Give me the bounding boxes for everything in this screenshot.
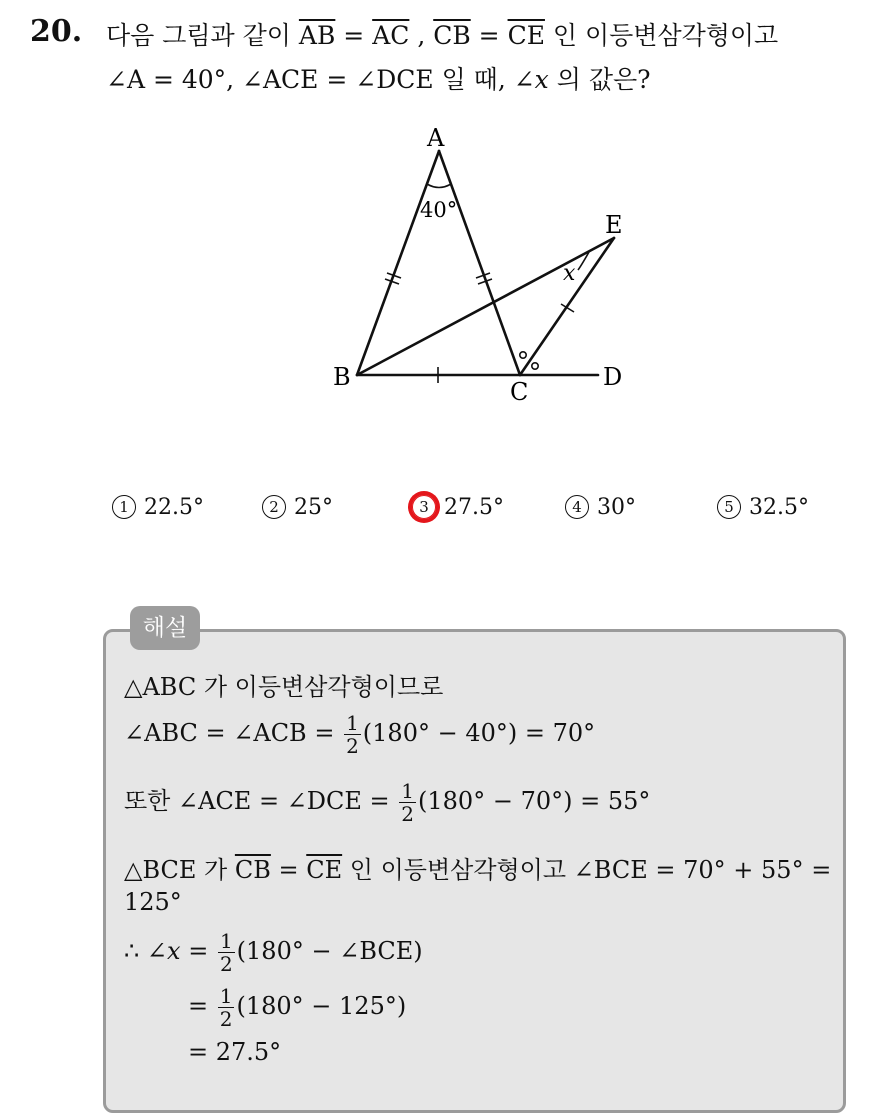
choice-text-1: 22.5° [144,495,204,520]
angle-ace-mark [520,352,526,358]
fraction-numerator: 1 [401,779,415,803]
choice-text-3: 27.5° [444,495,504,520]
equals-sign: = [335,21,373,50]
solution-line-6 [124,930,423,975]
x-expression: (180° − ∠BCE) [236,937,423,965]
angle-bce-eq: 인 이등변삼각형이고 ∠BCE = 70° + 55° = [342,856,832,884]
fraction-denominator: 2 [219,952,233,976]
label-c: C [510,378,529,406]
segment-cb: $\overline{CB}$ [433,21,471,50]
angle-a-label: 40° [420,198,458,222]
angle-bce-value: 125° [124,888,182,916]
choice-text-4: 30° [597,495,636,520]
solution-line-1 [124,667,443,702]
fraction-denominator: 2 [219,1007,233,1031]
label-e: E [605,211,623,239]
variable-x: x [167,937,181,965]
segment-ac: $\overline{AC}$ [372,21,410,50]
segment-ab: $\overline{AB}$ [298,21,336,50]
angle-ace-eq: 또한 ∠ACE = ∠DCE = [124,787,398,815]
fraction-half [218,930,235,975]
choice-text-2: 25° [294,495,333,520]
solution-line-7 [188,985,406,1030]
fraction-half [399,780,416,825]
fraction-denominator: 2 [401,802,415,826]
triangle-bce-text: △BCE 가 [124,856,235,884]
choice-3[interactable] [412,495,504,520]
question-line-1 [106,16,778,52]
segment-ce: $\overline{CE}$ [306,856,343,884]
choice-4[interactable] [565,495,636,520]
segment-cb: $\overline{CB}$ [234,856,271,884]
fraction-denominator: 2 [346,734,359,758]
question-number: 20. [30,14,83,49]
solution-statement: △ABC 가 이등변삼각형이므로 [124,673,444,701]
therefore-angle: ∴ ∠ [124,937,168,965]
solution-line-3 [124,780,650,825]
answer-choices [0,495,884,535]
choice-number-2: 2 [262,495,286,519]
equals-sign: = [470,21,508,50]
solution-line-2 [124,712,595,757]
segment-ce: $\overline{CE}$ [507,21,545,50]
label-b: B [333,363,351,391]
solution-line-4 [124,850,831,885]
x-substitution: (180° − 125°) [236,992,407,1020]
choice-2[interactable] [262,495,333,520]
equals-sign: = [180,937,216,965]
choice-5[interactable] [717,495,809,520]
question-ask: 의 값은? [548,65,651,94]
angle-abc-result: (180° − 40°) = 70° [362,719,596,747]
segment-ce-line [520,238,614,375]
question-text-suffix: 인 이등변삼각형이고 [544,21,779,50]
solution-tag: 해설 [130,606,200,650]
fraction-numerator: 1 [219,929,233,953]
label-d: D [603,363,623,391]
fraction-numerator: 1 [219,984,233,1008]
fraction-half [344,712,361,757]
variable-x: x [534,65,549,94]
angle-a-arc [427,184,451,188]
final-answer: = 27.5° [188,1038,282,1066]
angle-ace-result: (180° − 70°) = 55° [418,787,651,815]
label-a: A [427,124,445,152]
choice-1[interactable] [112,495,204,520]
solution-line-8 [188,1038,281,1066]
question-text-prefix: 다음 그림과 같이 [106,21,299,50]
geometry-figure [330,118,650,408]
choice-number-4: 4 [565,495,589,519]
question-line-2 [106,60,651,96]
choice-number-5: 5 [717,495,741,519]
angle-abc-eq: ∠ABC = ∠ACB = [124,719,343,747]
angle-dce-mark [532,363,538,369]
equals-sign: = [188,992,216,1020]
equals-sign: = [270,856,307,884]
choice-number-1: 1 [112,495,136,519]
angle-x-label: x [563,261,576,286]
segment-be-line [357,238,614,375]
choice-number-3-circled: 3 [412,495,436,519]
comma: , [409,21,434,50]
choice-text-5: 32.5° [749,495,809,520]
question-condition: ∠A = 40°, ∠ACE = ∠DCE 일 때, ∠ [106,65,535,94]
solution-line-5 [124,888,182,916]
triangle-diagram [330,118,650,408]
fraction-numerator: 1 [346,711,359,735]
fraction-half [218,985,235,1030]
